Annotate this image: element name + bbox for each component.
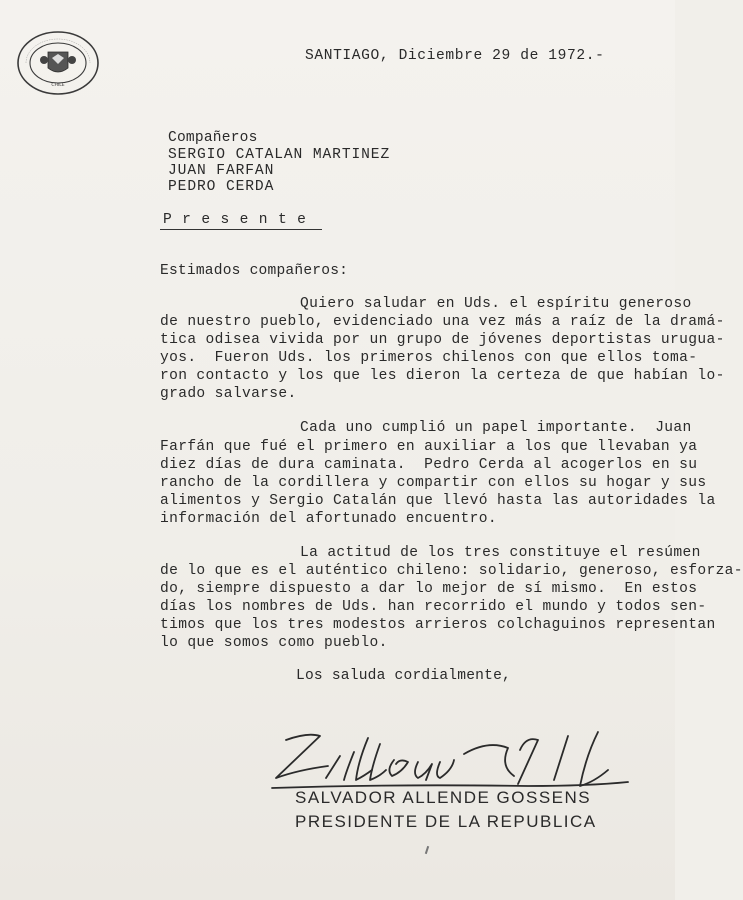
paragraph-line: timos que los tres modestos arrieros colchaguinos representan [160,617,716,633]
closing-line: Los saluda cordialmente, [296,668,511,684]
svg-text:CHILE: CHILE [51,83,65,88]
paragraph-line: rancho de la cordillera y compartir con ellos su hogar y sus [160,475,707,491]
addressee-name: SERGIO CATALAN MARTINEZ [168,147,391,163]
paragraph-line: ron contacto y los que les dieron la certeza de que habían lo- [160,368,725,384]
paragraph-line: grado salvarse. [160,386,297,402]
paragraph-line: La actitud de los tres constituye el resúmen [300,545,701,561]
stray-ink-mark [425,846,429,854]
paragraph-line: alimentos y Sergio Catalán que llevó hasta las autoridades la [160,493,716,509]
paragraph-line: Quiero saludar en Uds. el espíritu generoso [300,296,692,312]
paragraph-line: información del afortunado encuentro. [160,511,497,527]
paragraph-line: diez días de dura caminata. Pedro Cerda al acogerlos en su [160,457,698,473]
paragraph-line: do, siempre dispuesto a dar lo mejor de sí mismo. En estos [160,581,698,597]
greeting: Estimados compañeros: [160,263,349,279]
paragraph-line: de lo que es el auténtico chileno: solidario, generoso, esforza- [160,563,743,579]
addressee-name: JUAN FARFAN [168,163,275,179]
signer-title: PRESIDENTE DE LA REPUBLICA [295,812,597,831]
addressee-name: PEDRO CERDA [168,179,275,195]
addressee-label: Compañeros [168,130,258,146]
paragraph-line: Cada uno cumplió un papel importante. Juan [300,420,692,436]
paragraph-line: yos. Fueron Uds. los primeros chilenos con que ellos toma- [160,350,698,366]
paragraph-line: días los nombres de Uds. han recorrido el mundo y todos sen- [160,599,707,615]
paragraph-line: Farfán que fué el primero en auxiliar a los que llevaban ya [160,439,698,455]
signer-name: SALVADOR ALLENDE GOSSENS [295,788,592,807]
paragraph-line: tica odisea vivida por un grupo de jóvenes deportistas urugua- [160,332,725,348]
paragraph-line: de nuestro pueblo, evidenciado una vez más a raíz de la dramá- [160,314,725,330]
presente-heading: Presente [163,212,317,228]
presente-underline [160,229,322,230]
paragraph-line: lo que somos como pueblo. [160,635,388,651]
presidential-seal-stamp [16,30,100,96]
date-line: SANTIAGO, Diciembre 29 de 1972.- [305,48,605,64]
